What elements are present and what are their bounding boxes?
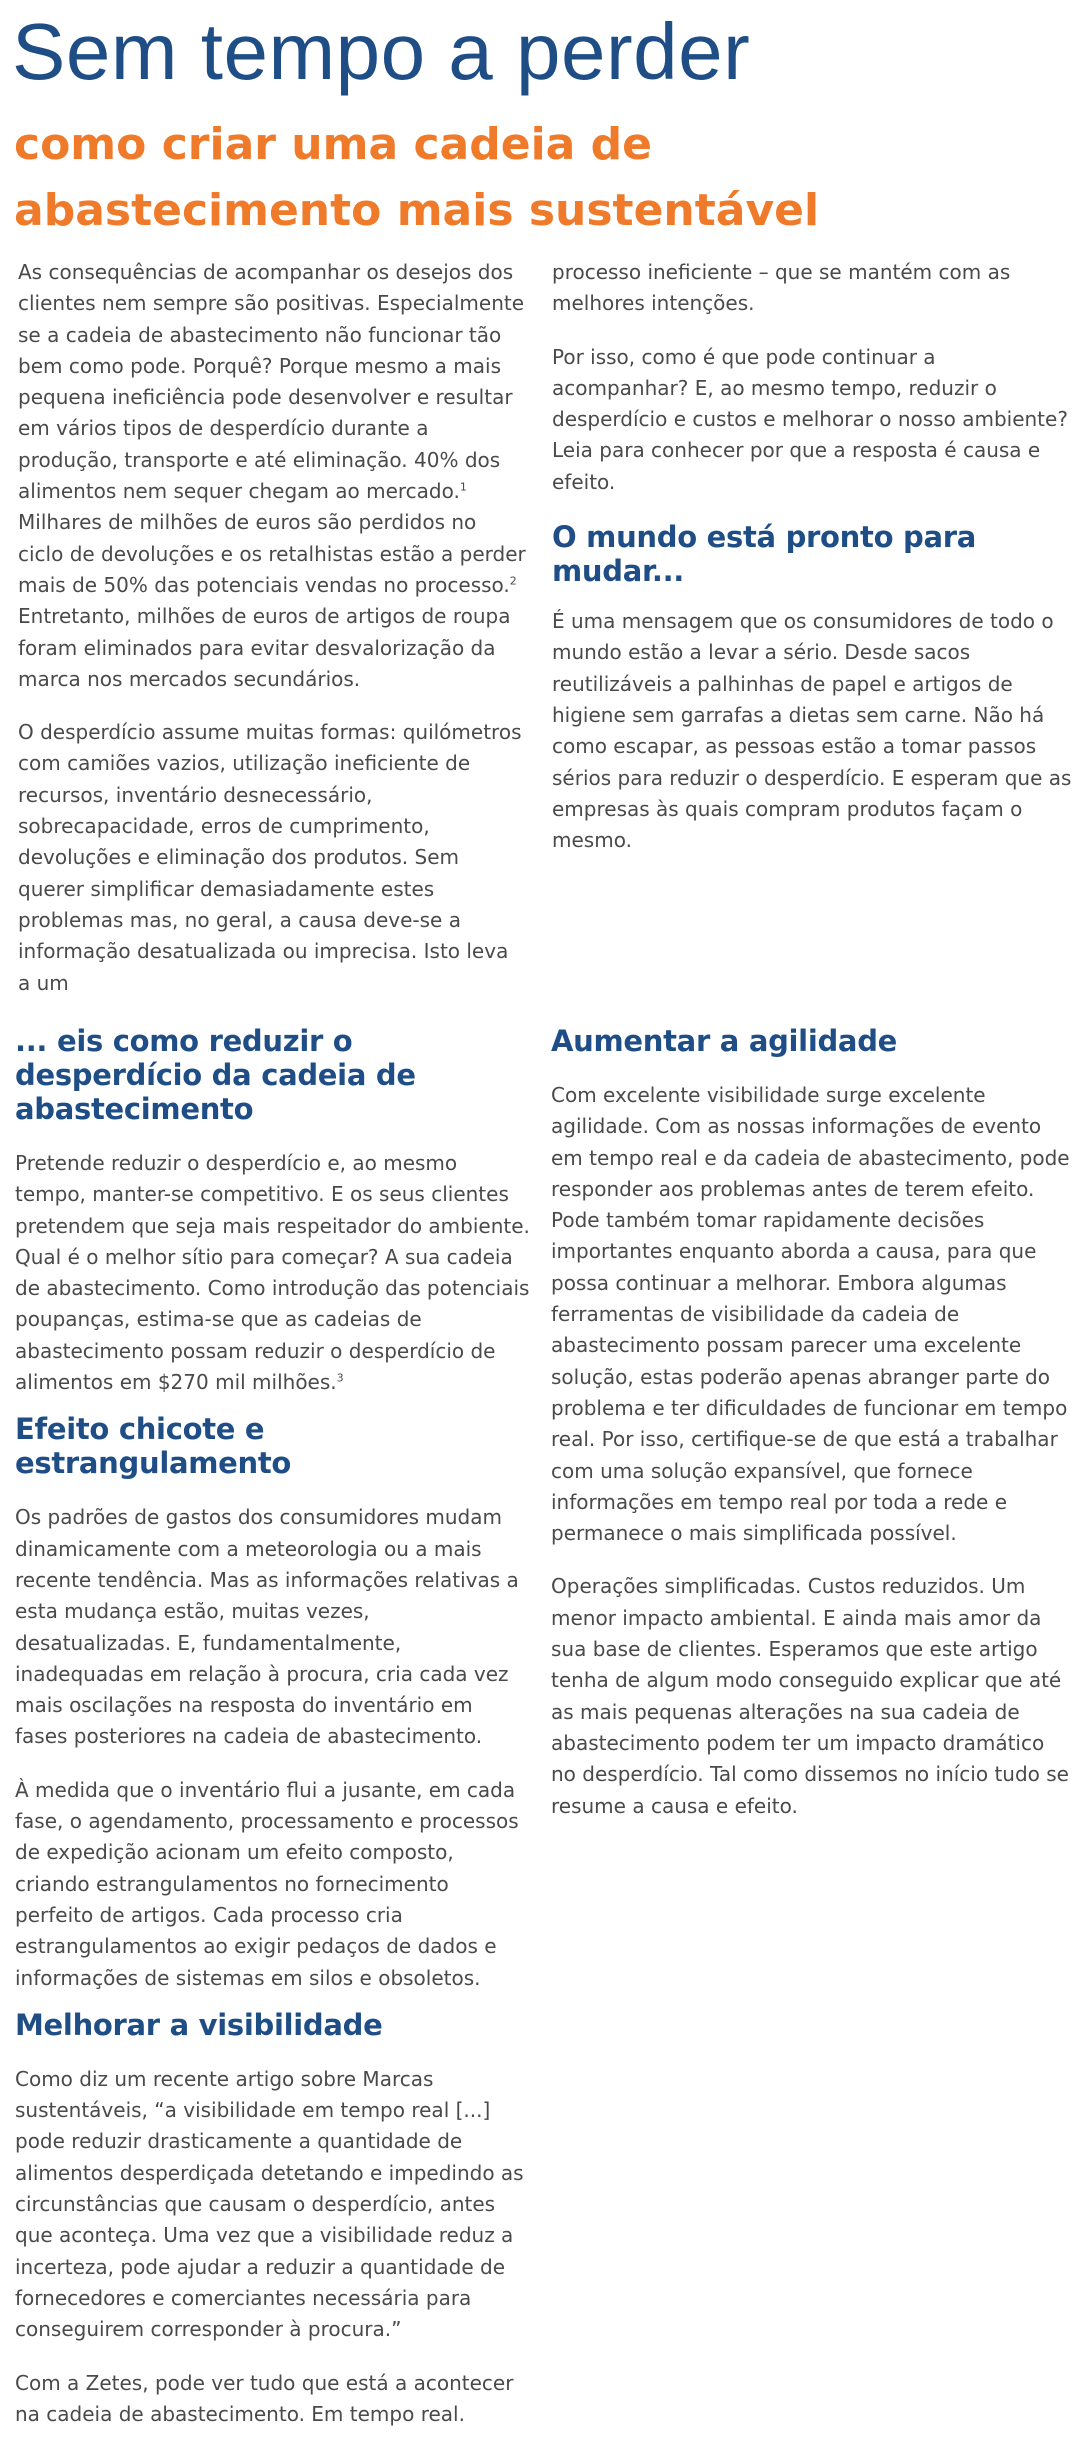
intro-text-a: As consequências de acompanhar os desejos dos clientes nem sempre são positivas. Especialmente se a cadeia de abastecimento não funcionar tão bem como pode. Porquê? Porque mesmo a mais pequena ineficiência pode desenvolver e resultar em vários tipos de desperdício durante a produção, transporte e até eliminação. 40% dos alimentos nem sequer chegam ao mercado. (18, 260, 525, 504)
footnote-2: 2 (509, 574, 517, 588)
agility-paragraph-2: Operações simplificadas. Custos reduzidos. Um menor impacto ambiental. E ainda mais amor da sua base de clientes. Esperamos que este artigo tenha de algum modo conseguido explicar que até as mais pequenas alterações na sua cadeia de abastecimento podem ter um impacto dramático no desperdício. Tal como dissemos no início tudo se resume a causa e efeito. (551, 1574, 1069, 1818)
visibility-paragraph-2: Com a Zetes, pode ver tudo que está a acontecer na cadeia de abastecimento. Em tempo real. (15, 2370, 514, 2426)
footnote-3: 3 (336, 1371, 344, 1385)
page-title: Sem tempo a perder (12, 7, 751, 96)
intro-column-left (18, 257, 526, 1021)
intro-paragraph-2: O desperdício assume muitas formas: quilómetros com camiões vazios, utilização ineficiente de recursos, inventário desnecessário, sobrecapacidade, erros de cumprimento, devoluções e eliminação dos produtos. Sem querer simplificar demasiadamente estes problemas mas, no geral, a causa deve-se a informação desatualizada ou imprecisa. Isto leva a um (18, 720, 522, 995)
whip-paragraph-2: À medida que o inventário flui a jusante, em cada fase, o agendamento, processamento e processos de expedição acionam um efeito composto, criando estrangulamentos no fornecimento perfeito de artigos. Cada processo cria estrangulamentos ao exigir pedaços de dados e informações de sistemas em silos e obsoletos. (15, 1777, 519, 1990)
intro-paragraph-4: Por isso, como é que pode continuar a acompanhar? E, ao mesmo tempo, reduzir o desperdício e custos e melhorar o nosso ambiente? Leia para conhecer por que a resposta é causa e efeito. (552, 344, 1068, 494)
agility-paragraph-1: Com excelente visibilidade surge excelente agilidade. Com as nossas informações de evento em tempo real e da cadeia de abastecimento, pode responder aos problemas antes de terem efeito. Pode também tomar rapidamente decisões importantes enquanto aborda a causa, para que possa continuar a melhorar. Embora algumas ferramentas de visibilidade da cadeia de abastecimento possam parecer uma excelente solução, estas poderão apenas abranger parte do problema e ter dificuldades de funcionar em tempo real. Por isso, certifique-se de que está a trabalhar com uma solução expansível, que fornece informações em tempo real por toda a rede e permanece o mais simplificada possível. (551, 1083, 1070, 1546)
reduce-paragraph: Pretende reduzir o desperdício e, ao mesmo tempo, manter-se competitivo. E os seus clientes pretendem que seja mais respeitador do ambiente. Qual é o melhor sítio para começar? A sua cadeia de abastecimento. Como introdução das potenciais poupanças, estima-se que as cadeias de abastecimento possam reduzir o desperdício de alimentos em $270 mil milhões.$^3$ (15, 1151, 530, 1395)
intro-paragraph-3: processo ineficiente – que se mantém com as melhores intenções. (552, 260, 1011, 316)
main-column-right (551, 1024, 1072, 1844)
whip-paragraph-1: Os padrões de gastos dos consumidores mudam dinamicamente com a meteorologia ou a mais recente tendência. Mas as informações relativas a esta mudança estão, muitas vezes, desatualizadas. E, fundamentalmente, inadequadas em relação à procura, cria cada vez mais oscilações na resposta do inventário em fases posteriores na cadeia de abastecimento. (15, 1505, 519, 1749)
ready-paragraph: É uma mensagem que os consumidores de todo o mundo estão a levar a sério. Desde sacos reutilizáveis a palhinhas de papel e artigos de higiene sem garrafas a dietas sem carne. Não há como escapar, as pessoas estão a tomar passos sérios para reduzir o desperdício. E esperam que as empresas às quais compram produtos façam o mesmo. (552, 609, 1072, 853)
section-heading-whip: Efeito chicote e estrangulamento (15, 1412, 292, 1481)
main-column-left (15, 1024, 530, 2452)
section-heading-reduce: ... eis como reduzir o desperdício da cadeia de abastecimento (15, 1024, 416, 1126)
visibility-paragraph-1: Como diz um recente artigo sobre Marcas sustentáveis, “a visibilidade em tempo real [...] pode reduzir drasticamente a quantidade de alimentos desperdiçada detetando e impedindo as circunstâncias que causam o desperdício, antes que aconteça. Uma vez que a visibilidade reduz a incerteza, pode ajudar a reduzir a quantidade de fornecedores e comerciantes necessária para conseguirem corresponder à procura.” (15, 2066, 524, 2342)
intro-text-b: Milhares de milhões de euros são perdidos no ciclo de devoluções e os retalhistas estão a perder mais de 50% das potenciais vendas no processo. (18, 510, 526, 597)
intro-column-right (552, 257, 1072, 878)
section-heading-visibility: Melhorar a visibilidade (15, 2007, 383, 2042)
section-heading-ready: O mundo está pronto para mudar... (552, 520, 977, 589)
intro-text-c: Entretanto, milhões de euros de artigos de roupa foram eliminados para evitar desvalorização da marca nos mercados secundários. (18, 604, 511, 691)
section-heading-agility: Aumentar a agilidade (551, 1024, 898, 1058)
page-subtitle: como criar uma cadeia de abastecimento mais sustentável (14, 119, 820, 236)
footnote-1: 1 (459, 480, 467, 494)
intro-paragraph-1 (18, 257, 526, 695)
